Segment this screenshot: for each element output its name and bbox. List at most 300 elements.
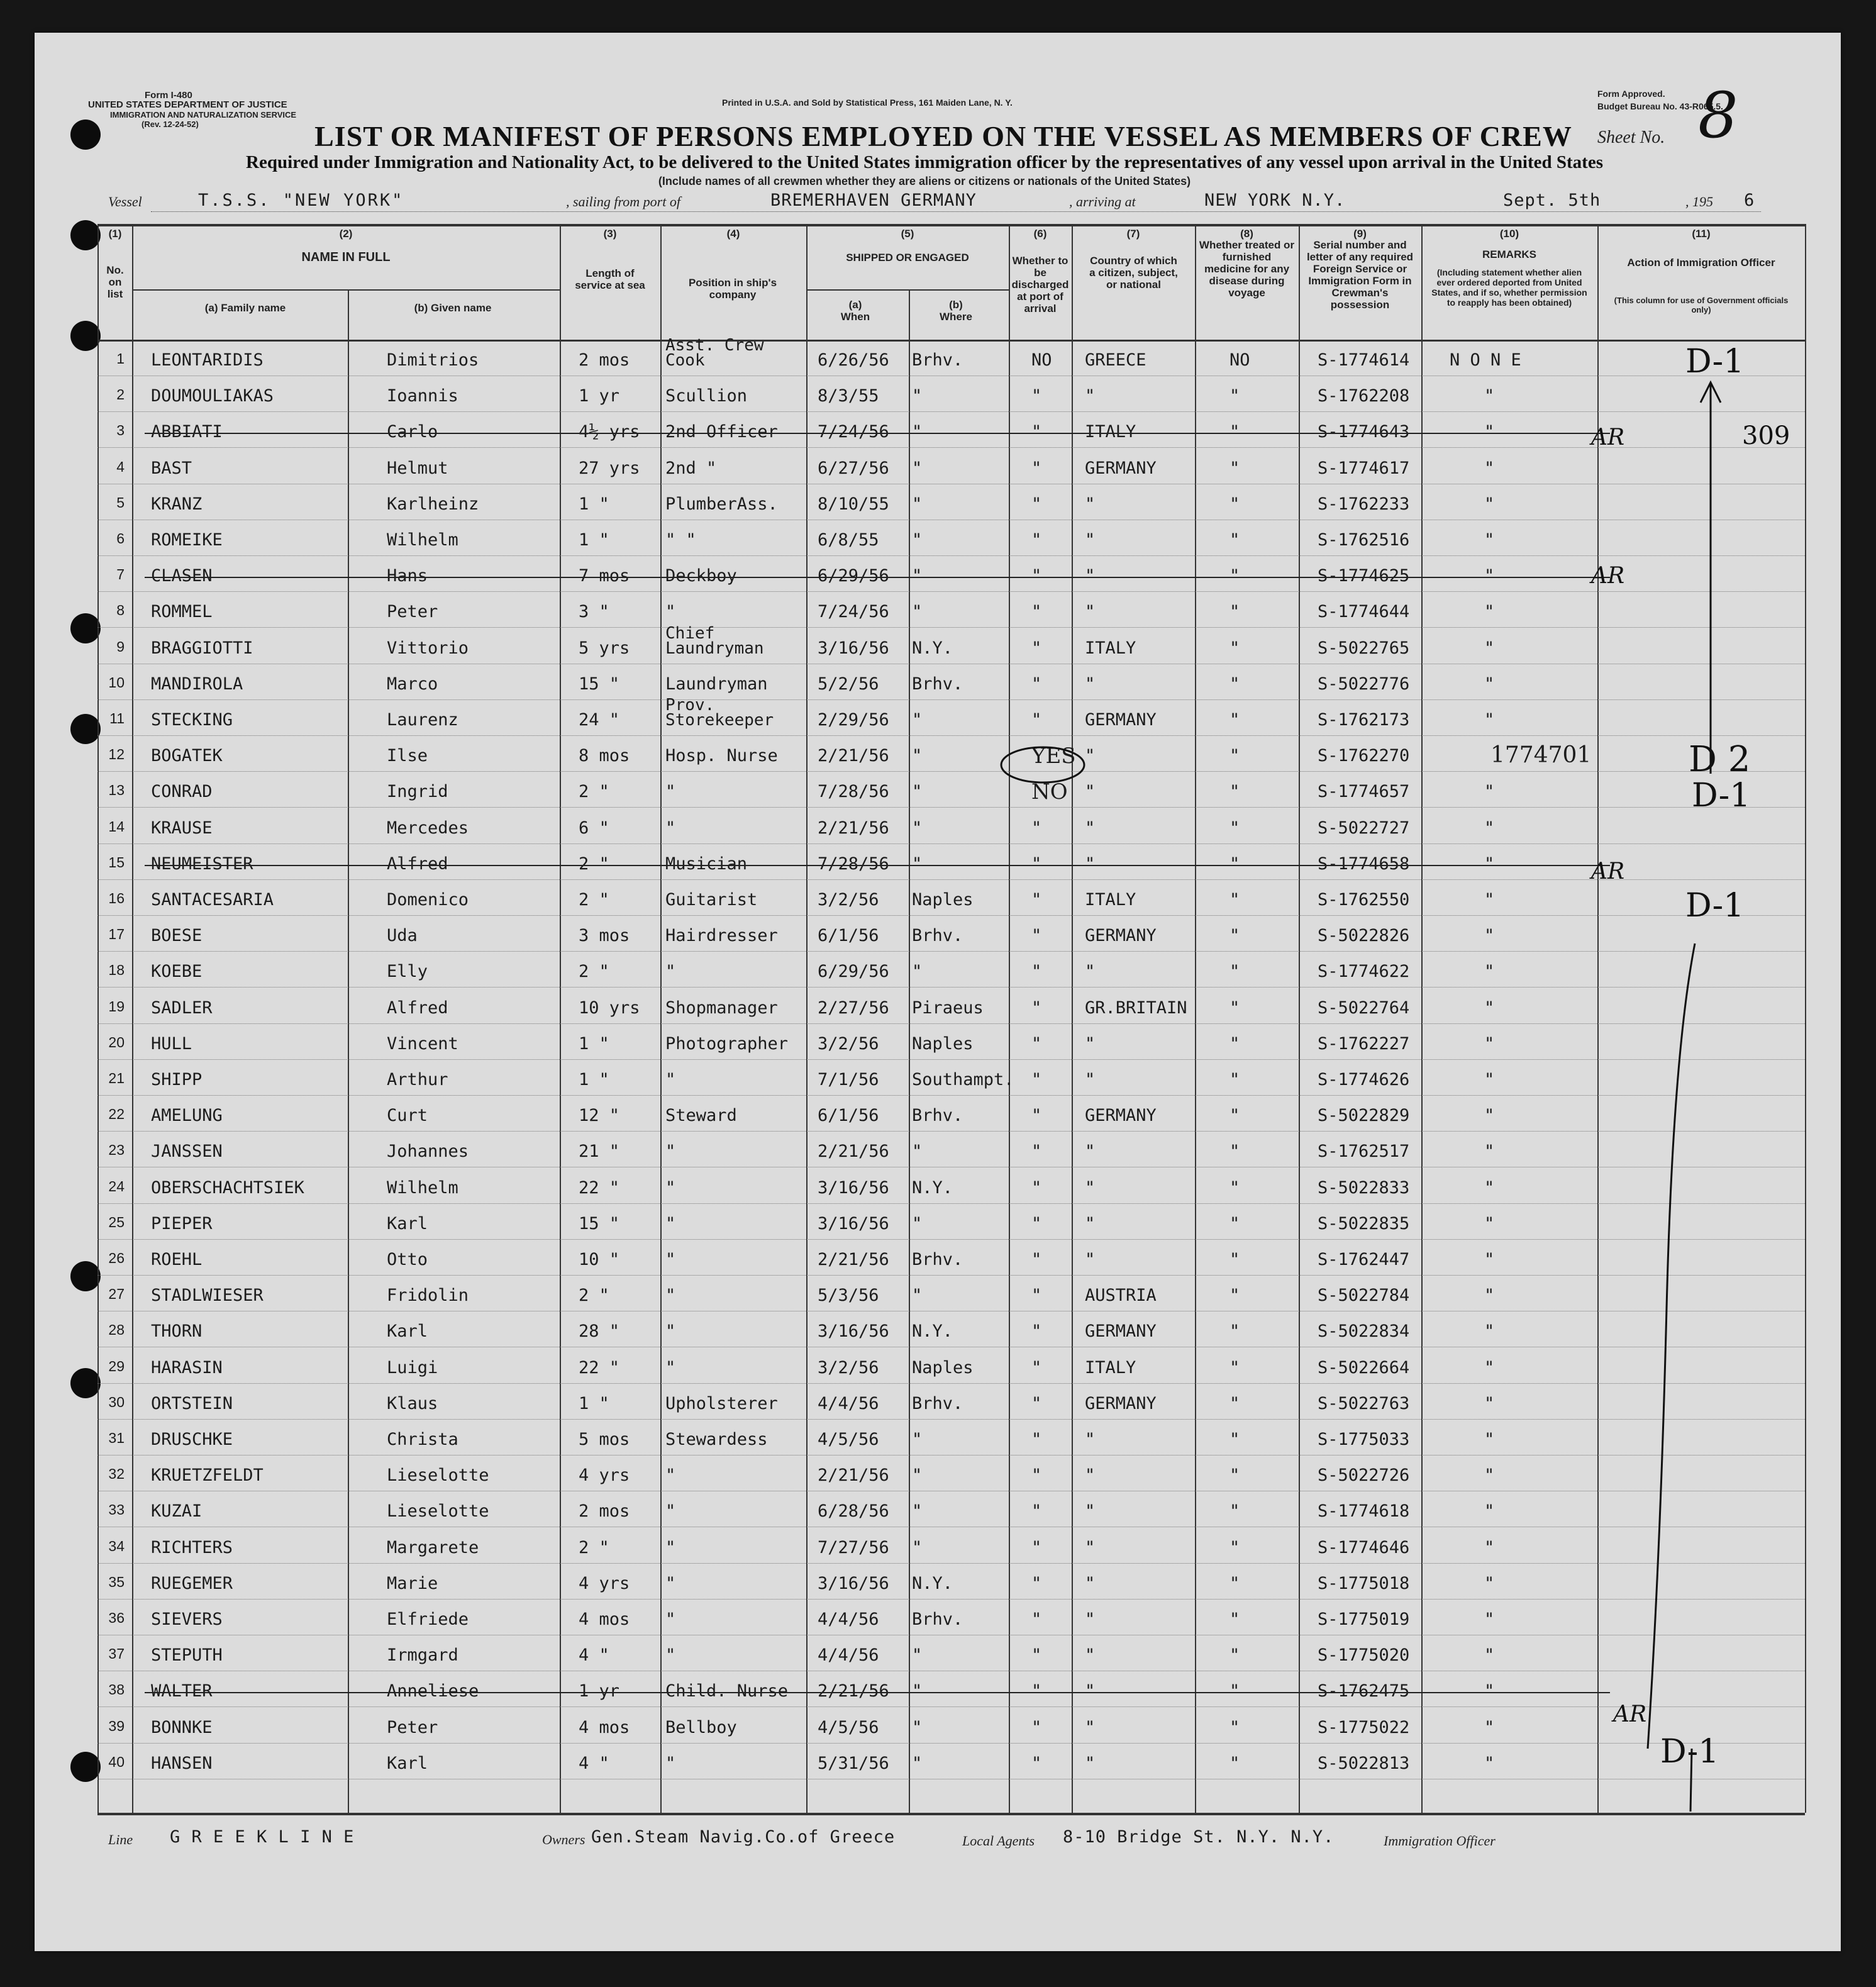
given-name: Marie <box>387 1573 438 1593</box>
shipped-where: Naples <box>912 1357 974 1378</box>
col-remarks: REMARKS <box>1482 248 1536 260</box>
bracket-mark <box>1635 931 1711 1849</box>
discharge-status: YES <box>1031 743 1076 769</box>
shipped-when: 7/24/56 <box>818 602 889 622</box>
serial-number: S-5022764 <box>1318 998 1410 1018</box>
shipped-where: " <box>912 1537 923 1557</box>
shipped-when: 6/8/55 <box>818 530 879 550</box>
shipped-where: " <box>912 710 923 730</box>
family-name: PIEPER <box>151 1213 213 1233</box>
row-number: 10 <box>108 674 125 691</box>
serial-number: S-1762550 <box>1318 890 1410 910</box>
treated-status: " <box>1229 1430 1240 1449</box>
shipped-where: " <box>912 818 923 838</box>
family-name: DRUSCHKE <box>151 1430 233 1449</box>
year-digit: 6 <box>1744 191 1755 210</box>
row-rule <box>97 1203 1805 1204</box>
family-name: STECKING <box>151 710 233 730</box>
treated-status: " <box>1229 1393 1240 1413</box>
serial-number: S-5022834 <box>1318 1322 1410 1342</box>
row-number: 11 <box>109 710 125 726</box>
row-rule <box>97 447 1805 448</box>
length-of-service: 5 mos <box>579 1430 630 1449</box>
form-id: Form I-480 <box>145 90 192 101</box>
country: " <box>1085 1177 1096 1198</box>
family-name: ROMMEL <box>151 602 213 622</box>
shipped-when: 2/21/56 <box>818 1466 889 1486</box>
treated-status: " <box>1229 1286 1240 1306</box>
treated-status: " <box>1229 530 1240 550</box>
row-number: 32 <box>108 1466 125 1483</box>
length-of-service: 7 mos <box>579 566 630 586</box>
country: " <box>1085 854 1096 874</box>
country: ITALY <box>1085 1357 1136 1378</box>
position: 2nd " <box>665 458 717 478</box>
treated-status: " <box>1229 1610 1240 1629</box>
family-name: BAST <box>151 458 192 478</box>
row-rule <box>97 1383 1805 1384</box>
row-number: 33 <box>108 1501 125 1518</box>
family-name: SADLER <box>151 998 213 1018</box>
country: GR.BRITAIN <box>1085 998 1187 1018</box>
discharge-status: " <box>1031 1573 1042 1593</box>
discharge-status: " <box>1031 818 1042 838</box>
remarks: " <box>1484 890 1495 910</box>
remarks: " <box>1484 674 1495 694</box>
given-name: Karl <box>387 1213 428 1233</box>
row-number: 9 <box>116 638 125 655</box>
serial-number: S-5022835 <box>1318 1213 1410 1233</box>
country: " <box>1085 1753 1096 1773</box>
remarks: " <box>1484 1610 1495 1629</box>
family-name: BOESE <box>151 926 203 946</box>
shipped-where: " <box>912 1717 923 1737</box>
discharge-status: " <box>1031 1753 1042 1773</box>
given-name: Lieselotte <box>387 1466 489 1486</box>
family-name: AMELUNG <box>151 1106 223 1126</box>
remarks: " <box>1484 422 1495 442</box>
annotation-ar: AR <box>1591 425 1625 450</box>
arrival-port: NEW YORK N.Y. <box>1204 191 1346 210</box>
country: " <box>1085 386 1096 406</box>
position: " <box>665 1753 676 1773</box>
row-number: 14 <box>108 818 125 835</box>
column-rule <box>1195 224 1196 1813</box>
shipped-where: " <box>912 1501 923 1522</box>
country: " <box>1085 1070 1096 1089</box>
col-serial: Serial number and letter of any required Foreign Service or Immigration Form in Crewman's possession <box>1306 239 1414 311</box>
row-number: 19 <box>108 998 125 1015</box>
remarks: " <box>1484 530 1495 550</box>
shipped-where: " <box>912 602 923 622</box>
country: ITALY <box>1085 422 1136 442</box>
shipped-when: 5/3/56 <box>818 1286 879 1306</box>
remarks: " <box>1484 1106 1495 1126</box>
position: Hosp. Nurse <box>665 746 778 766</box>
remarks: " <box>1484 1286 1495 1306</box>
position: " <box>665 1250 676 1269</box>
row-rule <box>97 591 1805 592</box>
row-number: 34 <box>108 1537 125 1554</box>
shipped-where: Brhv. <box>912 1393 963 1413</box>
row-number: 2 <box>116 386 125 403</box>
discharge-status: NO <box>1031 350 1052 370</box>
family-name: ROMEIKE <box>151 530 223 550</box>
discharge-status: " <box>1031 962 1042 982</box>
treated-status: " <box>1229 1681 1240 1701</box>
length-of-service: 28 " <box>579 1322 620 1342</box>
family-name: JANSSEN <box>151 1142 223 1162</box>
length-of-service: 2 " <box>579 854 609 874</box>
serial-number: S-5022829 <box>1318 1106 1410 1126</box>
family-name: SANTACESARIA <box>151 890 274 910</box>
given-name: Alfred <box>387 854 448 874</box>
serial-number: S-1774622 <box>1318 962 1410 982</box>
col-shipped-or-engaged: SHIPPED OR ENGAGED <box>846 252 969 264</box>
serial-number: S-1762447 <box>1318 1250 1410 1269</box>
treated-status: " <box>1229 818 1240 838</box>
family-name: CONRAD <box>151 782 213 802</box>
shipped-when: 8/3/55 <box>818 386 879 406</box>
treated-status: " <box>1229 1717 1240 1737</box>
agency-name: UNITED STATES DEPARTMENT OF JUSTICE <box>88 99 287 110</box>
remarks: " <box>1484 638 1495 658</box>
serial-number: S-1762516 <box>1318 530 1410 550</box>
shipped-when: 7/28/56 <box>818 854 889 874</box>
shipped-where: N.Y. <box>912 638 953 658</box>
discharge-status: " <box>1031 1213 1042 1233</box>
arrival-date: Sept. 5th <box>1503 191 1601 210</box>
treated-status: " <box>1229 1573 1240 1593</box>
length-of-service: 22 " <box>579 1357 620 1378</box>
shipped-when: 2/21/56 <box>818 746 889 766</box>
row-strikethrough <box>145 865 1610 866</box>
given-name: Otto <box>387 1250 428 1269</box>
row-number: 24 <box>108 1177 125 1194</box>
approval-line: Form Approved. <box>1597 89 1665 99</box>
family-name: KOEBE <box>151 962 203 982</box>
row-rule <box>97 915 1805 916</box>
remarks: " <box>1484 926 1495 946</box>
treated-status: " <box>1229 1070 1240 1089</box>
treated-status: " <box>1229 386 1240 406</box>
serial-number: S-1774646 <box>1318 1537 1410 1557</box>
column-rule <box>560 224 561 1813</box>
family-name: CLASEN <box>151 566 213 586</box>
shipped-where: " <box>912 1466 923 1486</box>
length-of-service: 2 mos <box>579 350 630 370</box>
country: " <box>1085 1537 1096 1557</box>
serial-number: S-1774657 <box>1318 782 1410 802</box>
punch-hole <box>70 220 101 250</box>
row-number: 7 <box>116 566 125 583</box>
discharge-status: " <box>1031 386 1042 406</box>
country: " <box>1085 1250 1096 1269</box>
shipped-where: Brhv. <box>912 1610 963 1629</box>
given-name: Johannes <box>387 1142 469 1162</box>
length-of-service: 4½ yrs <box>579 422 640 442</box>
shipped-when: 6/28/56 <box>818 1501 889 1522</box>
serial-number: S-1774618 <box>1318 1501 1410 1522</box>
row-rule <box>97 735 1805 736</box>
position: " <box>665 1213 676 1233</box>
printer-line: Printed in U.S.A. and Sold by Statistical Press, 161 Maiden Lane, N. Y. <box>722 97 1013 108</box>
family-name: THORN <box>151 1322 203 1342</box>
country: GERMANY <box>1085 1106 1157 1126</box>
family-name: ABBIATI <box>151 422 223 442</box>
length-of-service: 4 yrs <box>579 1466 630 1486</box>
row-number: 22 <box>108 1106 125 1123</box>
col-2-number: (2) <box>339 228 353 240</box>
length-of-service: 24 " <box>579 710 620 730</box>
row-number: 36 <box>108 1610 125 1626</box>
row-number: 12 <box>108 746 125 763</box>
serial-number: S-5022664 <box>1318 1357 1410 1378</box>
agency-service: IMMIGRATION AND NATURALIZATION SERVICE <box>110 110 297 120</box>
shipped-when: 2/27/56 <box>818 998 889 1018</box>
remarks: " <box>1484 1430 1495 1449</box>
family-name: KRUETZFELDT <box>151 1466 264 1486</box>
given-name: Anneliese <box>387 1681 479 1701</box>
row-rule <box>97 1095 1805 1096</box>
remarks: " <box>1484 818 1495 838</box>
given-name: Peter <box>387 1717 438 1737</box>
row-rule <box>97 1419 1805 1420</box>
length-of-service: 27 yrs <box>579 458 640 478</box>
length-of-service: 22 " <box>579 1177 620 1198</box>
family-name: BRAGGIOTTI <box>151 638 253 658</box>
family-name: OBERSCHACHTSIEK <box>151 1177 304 1198</box>
shipped-when: 3/16/56 <box>818 1213 889 1233</box>
sheet-number: 8 <box>1698 79 1738 152</box>
col-4-number: (4) <box>726 228 740 240</box>
shipped-where: " <box>912 1430 923 1449</box>
given-name: Ioannis <box>387 386 458 406</box>
vessel-label: Vessel <box>108 194 142 209</box>
arriving-label: , arriving at <box>1069 194 1136 209</box>
country: " <box>1085 1645 1096 1666</box>
discharge-status: " <box>1031 1286 1042 1306</box>
name-subhead-rule <box>132 289 560 291</box>
length-of-service: 2 " <box>579 890 609 910</box>
row-number: 27 <box>108 1286 125 1303</box>
treated-status: " <box>1229 926 1240 946</box>
given-name: Helmut <box>387 458 448 478</box>
discharge-status: " <box>1031 926 1042 946</box>
treated-status: " <box>1229 1322 1240 1342</box>
discharge-status: " <box>1031 1250 1042 1269</box>
discharge-status: " <box>1031 1537 1042 1557</box>
family-name: HULL <box>151 1033 192 1054</box>
position: " <box>665 1322 676 1342</box>
family-name: MANDIROLA <box>151 674 243 694</box>
discharge-status: " <box>1031 890 1042 910</box>
shipped-when: 2/21/56 <box>818 1681 889 1701</box>
col-action: Action of Immigration Officer <box>1627 257 1775 269</box>
row-rule <box>97 1563 1805 1564</box>
position: " <box>665 1286 676 1306</box>
family-name: WALTER <box>151 1681 213 1701</box>
given-name: Ilse <box>387 746 428 766</box>
country: " <box>1085 674 1096 694</box>
given-name: Klaus <box>387 1393 438 1413</box>
serial-number: S-5022727 <box>1318 818 1410 838</box>
country: " <box>1085 1466 1096 1486</box>
family-name: STEPUTH <box>151 1645 223 1666</box>
shipped-where: " <box>912 530 923 550</box>
col-when: (a) When <box>840 299 870 323</box>
punch-hole <box>70 1261 101 1291</box>
remarks: " <box>1484 1357 1495 1378</box>
shipped-where: Brhv. <box>912 1106 963 1126</box>
position: " <box>665 1645 676 1666</box>
country: GERMANY <box>1085 1322 1157 1342</box>
row-number: 37 <box>108 1645 125 1662</box>
serial-number: S-1774644 <box>1318 602 1410 622</box>
family-name: LEONTARIDIS <box>151 350 264 370</box>
col-name-in-full: NAME IN FULL <box>301 250 391 264</box>
table-left-rule <box>97 224 99 1813</box>
remarks: 1774701 <box>1490 742 1592 769</box>
column-rule <box>348 289 349 1813</box>
serial-number: S-1775018 <box>1318 1573 1410 1593</box>
position: Asst. Crew Cook <box>665 336 764 370</box>
remarks: " <box>1484 1645 1495 1666</box>
treated-status: " <box>1229 566 1240 586</box>
treated-status: NO <box>1229 350 1250 370</box>
row-rule <box>97 1599 1805 1600</box>
row-number: 28 <box>108 1322 125 1339</box>
col-3-number: (3) <box>603 228 617 240</box>
row-rule <box>97 951 1805 952</box>
column-rule <box>1597 224 1599 1813</box>
given-name: Vincent <box>387 1033 458 1054</box>
length-of-service: 1 " <box>579 1393 609 1413</box>
annotation-d1: D-1 <box>1660 1733 1719 1771</box>
given-name: Christa <box>387 1430 458 1449</box>
country: " <box>1085 1213 1096 1233</box>
col-no-on-list: No. on list <box>106 264 124 300</box>
treated-status: " <box>1229 1213 1240 1233</box>
shipped-where: " <box>912 1213 923 1233</box>
length-of-service: 1 " <box>579 530 609 550</box>
vessel-name: T.S.S. "NEW YORK" <box>198 191 404 210</box>
col-discharged: Whether to be discharged at port of arrival <box>1011 255 1069 314</box>
row-number: 4 <box>116 458 125 475</box>
treated-status: " <box>1229 782 1240 802</box>
treated-status: " <box>1229 1466 1240 1486</box>
row-rule <box>97 1743 1805 1744</box>
annotation-d1: D-1 <box>1692 777 1751 815</box>
discharge-status: " <box>1031 638 1042 658</box>
remarks: " <box>1484 602 1495 622</box>
shipped-when: 5/2/56 <box>818 674 879 694</box>
country: " <box>1085 530 1096 550</box>
sailing-label: , sailing from port of <box>566 194 680 209</box>
row-rule <box>97 1275 1805 1276</box>
col-family-name: (a) Family name <box>204 302 286 314</box>
shipped-when: 3/2/56 <box>818 1033 879 1054</box>
position: PlumberAss. <box>665 494 778 514</box>
shipped-where: " <box>912 746 923 766</box>
family-name: STADLWIESER <box>151 1286 264 1306</box>
position: Prov. Storekeeper <box>665 696 774 730</box>
country: " <box>1085 1501 1096 1522</box>
remarks: " <box>1484 1573 1495 1593</box>
length-of-service: 4 mos <box>579 1717 630 1737</box>
given-name: Karlheinz <box>387 494 479 514</box>
family-name: DOUMOULIAKAS <box>151 386 274 406</box>
shipped-when: 2/21/56 <box>818 818 889 838</box>
serial-number: S-1762270 <box>1318 746 1410 766</box>
given-name: Karl <box>387 1322 428 1342</box>
serial-number: S-1774617 <box>1318 458 1410 478</box>
serial-number: S-5022833 <box>1318 1177 1410 1198</box>
vessel-underline <box>151 211 1761 212</box>
remarks: " <box>1484 854 1495 874</box>
country: " <box>1085 1610 1096 1629</box>
punch-hole <box>70 120 101 150</box>
length-of-service: 2 " <box>579 962 609 982</box>
treated-status: " <box>1229 710 1240 730</box>
agents-address: 8-10 Bridge St. N.Y. N.Y. <box>1063 1827 1335 1847</box>
family-name: HANSEN <box>151 1753 213 1773</box>
shipped-where: " <box>912 494 923 514</box>
shipped-when: 7/24/56 <box>818 422 889 442</box>
length-of-service: 2 " <box>579 1537 609 1557</box>
shipped-where: Brhv. <box>912 1250 963 1269</box>
serial-number: S-1774626 <box>1318 1070 1410 1089</box>
length-of-service: 5 yrs <box>579 638 630 658</box>
length-of-service: 2 " <box>579 782 609 802</box>
discharge-status: " <box>1031 1142 1042 1162</box>
shipped-when: 7/1/56 <box>818 1070 879 1089</box>
position: Scullion <box>665 386 748 406</box>
given-name: Arthur <box>387 1070 448 1089</box>
treated-status: " <box>1229 1177 1240 1198</box>
punch-hole <box>70 1752 101 1782</box>
serial-number: S-5022784 <box>1318 1286 1410 1306</box>
treated-status: " <box>1229 1645 1240 1666</box>
position: " " <box>665 530 696 550</box>
length-of-service: 1 " <box>579 494 609 514</box>
shipped-when: 3/16/56 <box>818 1573 889 1593</box>
length-of-service: 12 " <box>579 1106 620 1126</box>
form-revision: (Rev. 12-24-52) <box>142 120 199 129</box>
discharge-status: " <box>1031 710 1042 730</box>
column-rule <box>660 224 662 1813</box>
punch-hole <box>70 613 101 643</box>
country: " <box>1085 1033 1096 1054</box>
treated-status: " <box>1229 854 1240 874</box>
shipped-when: 2/21/56 <box>818 1250 889 1269</box>
length-of-service: 4 " <box>579 1645 609 1666</box>
given-name: Ingrid <box>387 782 448 802</box>
col-6-number: (6) <box>1033 228 1047 240</box>
remarks: " <box>1484 1717 1495 1737</box>
shipped-when: 7/28/56 <box>818 782 889 802</box>
serial-number: S-1775022 <box>1318 1717 1410 1737</box>
shipped-where: " <box>912 458 923 478</box>
shipped-when: 2/21/56 <box>818 1142 889 1162</box>
row-rule <box>97 555 1805 556</box>
discharge-status: " <box>1031 1717 1042 1737</box>
shipped-where: " <box>912 854 923 874</box>
country: ITALY <box>1085 638 1136 658</box>
row-number: 25 <box>108 1213 125 1230</box>
treated-status: " <box>1229 602 1240 622</box>
family-name: RICHTERS <box>151 1537 233 1557</box>
